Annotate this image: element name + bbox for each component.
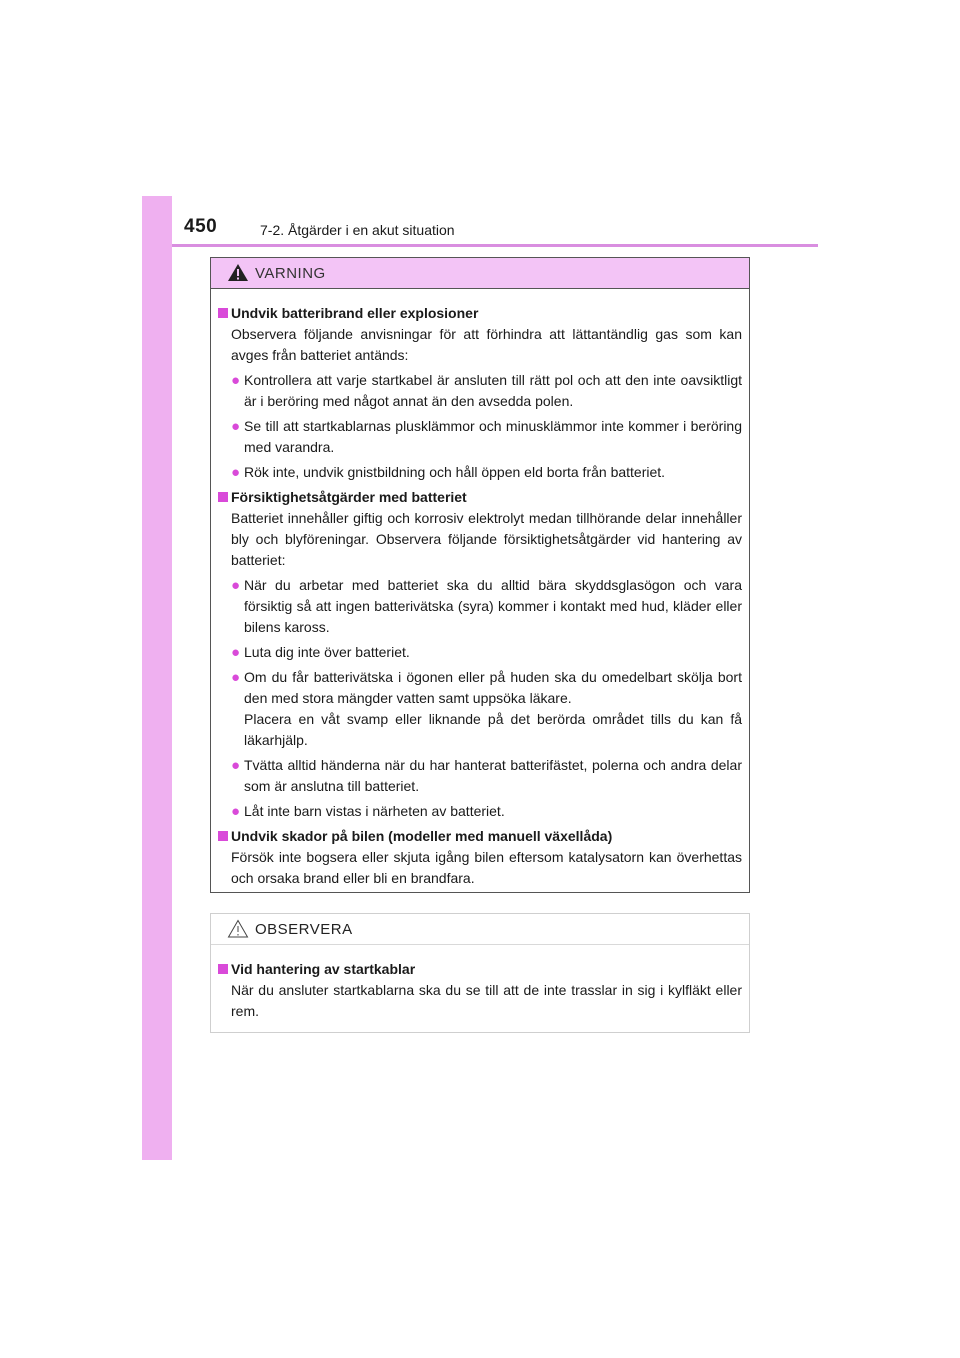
list-item [218, 755, 742, 797]
list-item-text: Kontrollera att varje startkabel är ansluten till rätt pol och att den inte oavsiktligt är i beröring med något annat än den avsedda polen. [244, 372, 742, 409]
list-item-text: Luta dig inte över batteriet. [244, 644, 410, 660]
section-heading [218, 487, 742, 508]
list-item-text: När du arbetar med batteriet ska du alltid bära skyddsglasögon och vara försiktig så att ingen batterivätska (syra) kommer i kontakt med hud, kläder eller bilens kaross. [244, 577, 742, 635]
list-item [218, 370, 742, 412]
section-heading-text: Vid hantering av startkablar [231, 961, 416, 977]
notice-box [210, 913, 750, 1033]
list-item [218, 667, 742, 751]
chapter-side-tab [142, 196, 172, 1160]
section-heading-text: Undvik skador på bilen (modeller med manuell växellåda) [231, 828, 613, 844]
circle-bullet-icon: ● [231, 464, 241, 481]
warning-box-header [211, 258, 749, 289]
warning-content [211, 289, 749, 889]
notice-content [211, 945, 749, 1022]
circle-bullet-icon: ● [231, 577, 241, 594]
section-title: 7-2. Åtgärder i en akut situation [260, 222, 455, 238]
list-item [218, 416, 742, 458]
notice-label: OBSERVERA [255, 921, 353, 938]
caution-triangle-outline-icon [227, 919, 249, 938]
notice-box-header [211, 914, 749, 945]
section-paragraph: När du ansluter startkablarna ska du se till att de inte trasslar in sig i kylfläkt eller rem. [231, 982, 742, 1019]
square-bullet-icon [218, 492, 228, 502]
list-item-text: Tvätta alltid händerna när du har hanterat batterifästet, polerna och andra delar som är anslutna till batteriet. [244, 757, 742, 794]
square-bullet-icon [218, 831, 228, 841]
warning-label: VARNING [255, 265, 326, 282]
list-item-text: Låt inte barn vistas i närheten av batteriet. [244, 803, 505, 819]
circle-bullet-icon: ● [231, 669, 241, 686]
section-paragraph: Observera följande anvisningar för att förhindra att lättantändlig gas som kan avges från batteriet antänds: [231, 326, 742, 363]
square-bullet-icon [218, 964, 228, 974]
list-item-text: Se till att startkablarnas plusklämmor och minusklämmor inte kommer i beröring med varandra. [244, 418, 742, 455]
section-heading [218, 826, 742, 847]
header-rule [172, 244, 818, 247]
section-heading-text: Försiktighetsåtgärder med batteriet [231, 489, 467, 505]
section-heading [218, 303, 742, 324]
circle-bullet-icon: ● [231, 644, 241, 661]
list-item [218, 801, 742, 822]
section-paragraph: Batteriet innehåller giftig och korrosiv elektrolyt medan tillhörande delar innehåller bly och blyföreningar. Observera följande försiktighetsåtgärder vid hantering av batteriet: [231, 510, 742, 568]
circle-bullet-icon: ● [231, 418, 241, 435]
warning-box [210, 257, 750, 893]
section-paragraph: Försök inte bogsera eller skjuta igång bilen eftersom katalysatorn kan överhettas och orsaka brand eller bli en brandfara. [231, 849, 742, 886]
list-item-text: Rök inte, undvik gnistbildning och håll öppen eld borta från batteriet. [244, 464, 666, 480]
circle-bullet-icon: ● [231, 803, 241, 820]
list-item [218, 642, 742, 663]
section-heading [218, 959, 742, 980]
circle-bullet-icon: ● [231, 372, 241, 389]
list-item [218, 575, 742, 638]
list-item-text: Om du får batterivätska i ögonen eller på huden ska du omedelbart skölja bort den med stora mängder vatten samt uppsöka läkare. Placera en våt svamp eller liknande på det berörda området tills du kan få läkarhjälp. [244, 669, 742, 748]
list-item [218, 462, 742, 483]
page-number: 450 [184, 216, 218, 237]
warning-triangle-icon [227, 263, 249, 282]
section-heading-text: Undvik batteribrand eller explosioner [231, 305, 479, 321]
circle-bullet-icon: ● [231, 757, 241, 774]
square-bullet-icon [218, 308, 228, 318]
